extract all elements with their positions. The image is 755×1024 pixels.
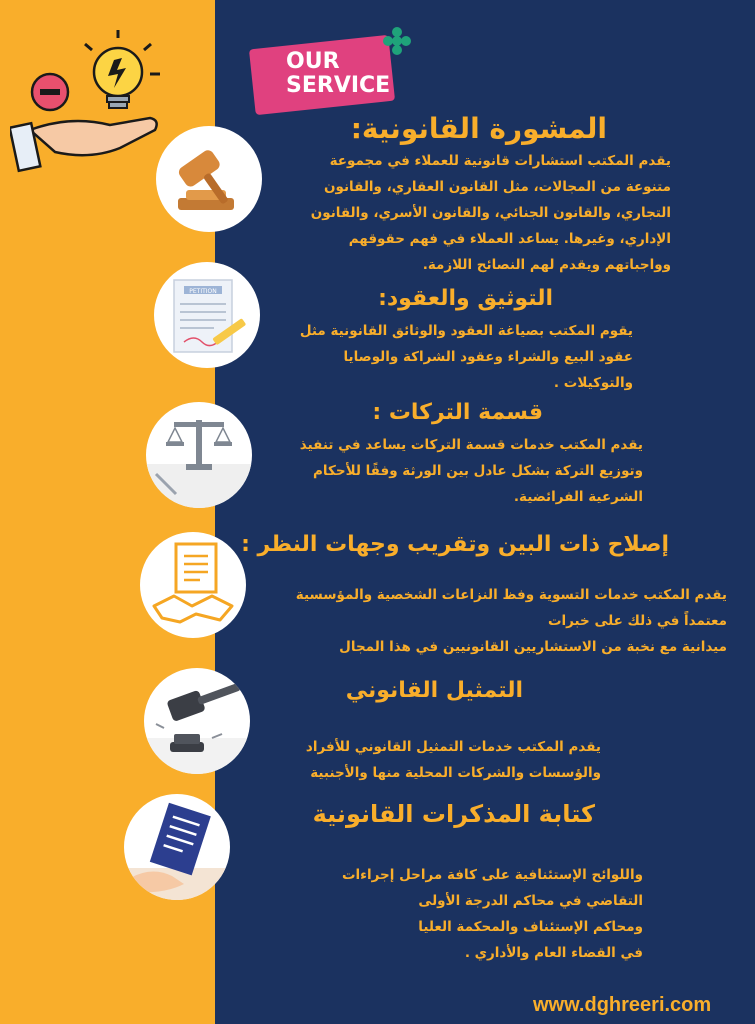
service-title-documentation-contracts: التوثيق والعقود:	[378, 286, 553, 311]
desc-line: التجاري، والقانون الجنائي، والقانون الأسري، والقانون	[310, 205, 671, 221]
our-service-label	[286, 50, 390, 98]
petition-label: PETITION	[189, 288, 217, 295]
desc-line: يقدم المكتب استشارات قانونية للعملاء في مجموعة	[329, 153, 671, 169]
desc-line: واللوائح الإستئنافية على كافة مراحل إجراءات	[341, 867, 643, 883]
service-desc-legal-memoranda	[342, 862, 643, 966]
desc-line: معتمداً في ذلك على خبرات	[547, 613, 727, 629]
service-desc-legal-consultation	[311, 148, 671, 278]
desc-line: الشرعية الفرائضية.	[513, 489, 643, 505]
desc-line: التقاضي في محاكم الدرجة الأولى	[418, 893, 643, 909]
desc-line: ومحاكم الإستئناف والمحكمة العليا	[418, 919, 643, 935]
service-desc-documentation-contracts	[300, 318, 633, 396]
service-title-reconciliation: إصلاح ذات البين وتقريب وجهات النظر :	[241, 532, 669, 557]
green-flower-icon	[382, 26, 412, 56]
desc-line: يقدم المكتب خدمات التسوية وفظ النزاعات الشخصية والمؤسسية	[295, 587, 727, 603]
service-title-inheritance-division: قسمة التركات :	[372, 400, 543, 425]
desc-line: وواجباتهم ويقدم لهم النصائح اللازمة.	[422, 257, 671, 273]
service-title-legal-representation: التمثيل القانوني	[345, 678, 523, 703]
scales-of-justice-icon	[146, 402, 252, 508]
hand-lightbulb-illustration	[10, 30, 170, 180]
legal-memo-icon	[124, 794, 230, 900]
service-title-legal-consultation: المشورة القانونية:	[350, 112, 607, 145]
service-desc-legal-representation	[306, 734, 601, 786]
desc-line: الإداري، وغيرها. يساعد العملاء في فهم حقوقهم	[348, 231, 671, 247]
desc-line: في القضاء العام والأداري .	[464, 945, 643, 961]
service-desc-inheritance-division	[300, 432, 643, 510]
desc-line: عقود البيع والشراء وعقود الشراكة والوصايا	[343, 349, 633, 365]
desc-line: وتوزيع التركة بشكل عادل بين الورثة وفقًا للأحكام	[313, 463, 643, 479]
gavel-icon	[156, 126, 262, 232]
service-desc-reconciliation	[296, 582, 727, 660]
desc-line: يقدم المكتب خدمات التمثيل القانوني للأفراد	[305, 739, 601, 755]
service-title-legal-memoranda: كتابة المذكرات القانونية	[312, 800, 595, 828]
desc-line: والؤسسات والشركات المحلية منها والأجنبية	[310, 765, 601, 781]
desc-line: يقدم المكتب خدمات قسمة التركات يساعد في تنفيذ	[299, 437, 643, 453]
desc-line: يقوم المكتب بصياغة العقود والوثائق القانونية مثل	[299, 323, 633, 339]
handshake-agreement-icon	[140, 532, 246, 638]
petition-document-icon	[154, 262, 260, 368]
badge-line-our: OUR	[286, 49, 340, 74]
gavel-strike-icon	[144, 668, 250, 774]
desc-line: متنوعة من المجالات، مثل القانون العقاري، والقانون	[323, 179, 671, 195]
desc-line: ميدانية مع نخبة من الاستشاريين القانونيين في هذا المجال	[339, 639, 727, 655]
desc-line: والتوكيلات .	[553, 375, 633, 391]
badge-line-service: SERVICE	[286, 73, 391, 98]
website-link[interactable]: www.dghreeri.com	[533, 994, 712, 1016]
